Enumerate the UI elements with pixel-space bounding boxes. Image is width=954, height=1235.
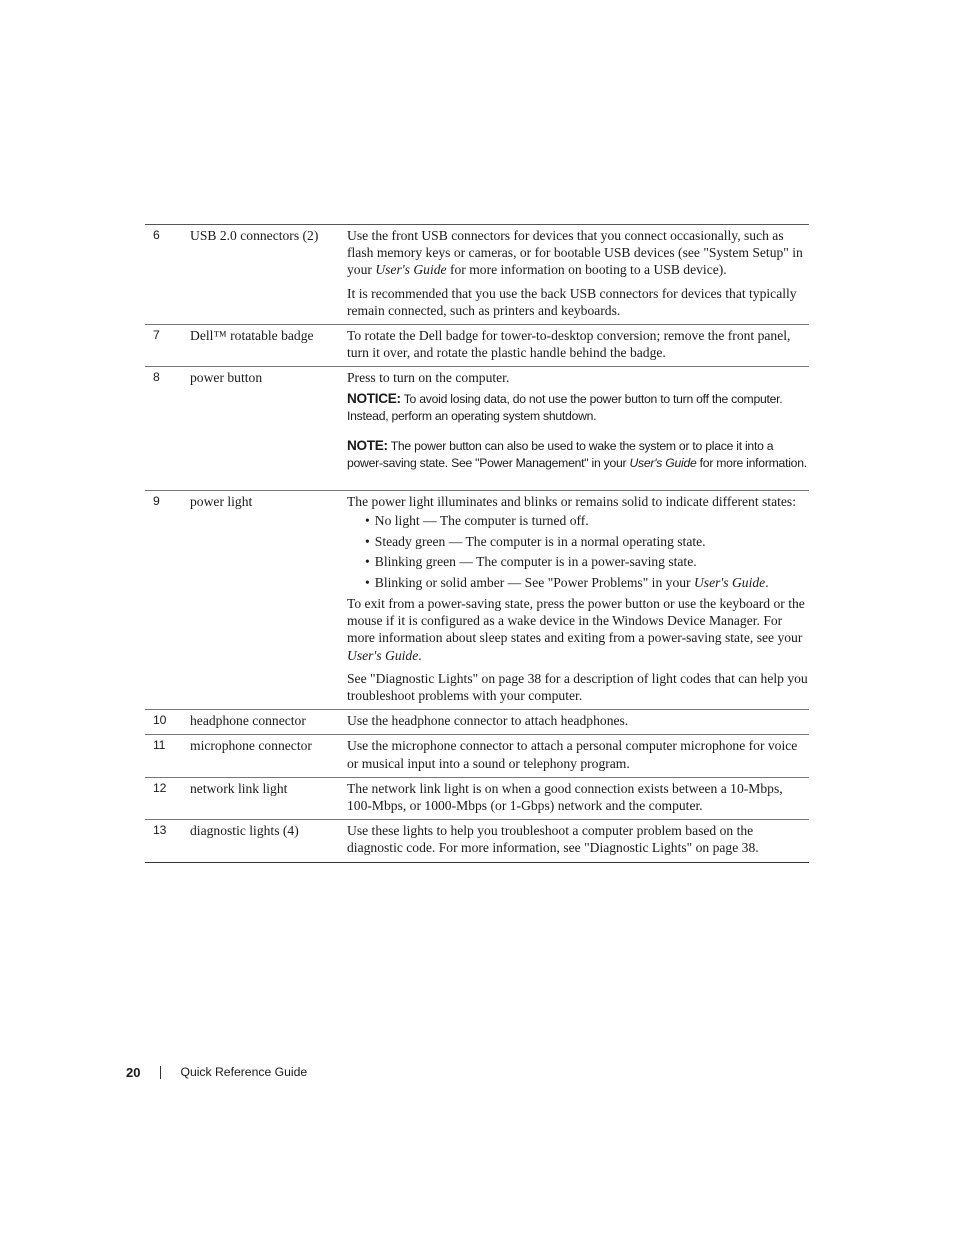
list-item: • No light — The computer is turned off. bbox=[365, 512, 809, 529]
item-number: 11 bbox=[153, 738, 166, 753]
state-list bbox=[347, 512, 809, 591]
description-paragraph: See "Diagnostic Lights" on page 38 for a description of light codes that can help you troubleshoot problems with your computer. bbox=[347, 670, 808, 704]
item-number: 6 bbox=[153, 228, 160, 242]
description-paragraph: Use the headphone connector to attach headphones. bbox=[347, 713, 629, 729]
item-name: Dell™ rotatable badge bbox=[190, 328, 314, 344]
item-name: USB 2.0 connectors (2) bbox=[190, 228, 319, 243]
description-paragraph: Use these lights to help you troubleshoot a computer problem based on the diagnostic code. For more information, see "Diagnostic Lights" on page 38. bbox=[347, 823, 759, 856]
guide-reference: User's Guide bbox=[693, 574, 766, 590]
note-label: NOTE: bbox=[347, 438, 388, 454]
item-number: 13 bbox=[153, 823, 167, 838]
table-row bbox=[145, 710, 809, 735]
item-description bbox=[347, 735, 809, 777]
item-name: power button bbox=[190, 370, 263, 386]
description-paragraph: It is recommended that you use the back USB connectors for devices that typically remain connected, such as printers and keyboards. bbox=[347, 285, 797, 318]
item-description bbox=[347, 225, 809, 325]
table-row bbox=[145, 820, 809, 862]
item-description bbox=[347, 777, 809, 819]
table-row bbox=[145, 225, 809, 325]
guide-reference: User's Guide bbox=[629, 456, 697, 471]
footer-divider bbox=[160, 1066, 161, 1079]
table-row bbox=[145, 735, 809, 777]
item-number: 9 bbox=[153, 493, 160, 508]
item-number: 8 bbox=[153, 370, 160, 385]
item-number: 7 bbox=[153, 328, 160, 343]
list-item: • Blinking green — The computer is in a power-saving state. bbox=[365, 553, 809, 570]
item-number: 10 bbox=[153, 713, 167, 728]
description-paragraph: To exit from a power-saving state, press the power button or use the keyboard or the mouse if it is configured as a wake device in the Windows Device Manager. For more information about sleep states and exiting from a power-saving state, see your User's Guide. bbox=[347, 596, 805, 663]
document-title: Quick Reference Guide bbox=[180, 1065, 308, 1079]
note-callout: NOTE: The power button can also be used to wake the system or to place it into a power-saving state. See "Power Management" in your User's Guide for more information. bbox=[347, 438, 807, 471]
table-row bbox=[145, 777, 809, 819]
page-footer bbox=[126, 1062, 307, 1082]
item-description bbox=[347, 325, 809, 367]
table-row bbox=[145, 325, 809, 367]
item-name: network link light bbox=[190, 780, 288, 796]
item-number: 12 bbox=[153, 780, 167, 795]
page-number: 20 bbox=[126, 1064, 141, 1080]
list-item: • Steady green — The computer is in a normal operating state. bbox=[365, 533, 809, 550]
item-name: headphone connector bbox=[190, 713, 306, 729]
table-row bbox=[145, 367, 809, 490]
item-name: microphone connector bbox=[190, 738, 312, 754]
item-name: diagnostic lights (4) bbox=[190, 823, 299, 839]
item-description bbox=[347, 710, 809, 735]
description-paragraph: The power light illuminates and blinks or remains solid to indicate different states: bbox=[347, 493, 796, 509]
notice-callout: NOTICE: To avoid losing data, do not use the power button to turn off the computer. Instead, perform an operating system shutdown. bbox=[347, 390, 783, 423]
component-table bbox=[145, 224, 809, 863]
description-paragraph: Press to turn on the computer. bbox=[347, 370, 510, 386]
table-row bbox=[145, 490, 809, 709]
list-item: • Blinking or solid amber — See "Power Problems" in your User's Guide. bbox=[365, 574, 809, 591]
description-paragraph: Use the microphone connector to attach a personal computer microphone for voice or musical input into a sound or telephony program. bbox=[347, 738, 798, 771]
item-description bbox=[347, 490, 809, 709]
description-paragraph: The network link light is on when a good connection exists between a 10-Mbps, 100-Mbps, or 1000-Mbps (or 1-Gbps) network and the computer. bbox=[347, 780, 783, 814]
item-name: power light bbox=[190, 493, 253, 509]
item-description bbox=[347, 820, 809, 862]
guide-reference: User's Guide bbox=[375, 262, 447, 278]
description-paragraph: Use the front USB connectors for devices that you connect occasionally, such as flash memory keys or cameras, or for bootable USB devices (see "System Setup" in your User's Guide for more information on booting to a USB device). bbox=[347, 228, 803, 278]
item-description bbox=[347, 367, 809, 490]
guide-reference: User's Guide bbox=[347, 647, 419, 663]
notice-label: NOTICE: bbox=[347, 390, 401, 406]
description-paragraph: To rotate the Dell badge for tower-to-desktop conversion; remove the front panel, turn it over, and rotate the plastic handle behind the badge. bbox=[347, 328, 791, 361]
